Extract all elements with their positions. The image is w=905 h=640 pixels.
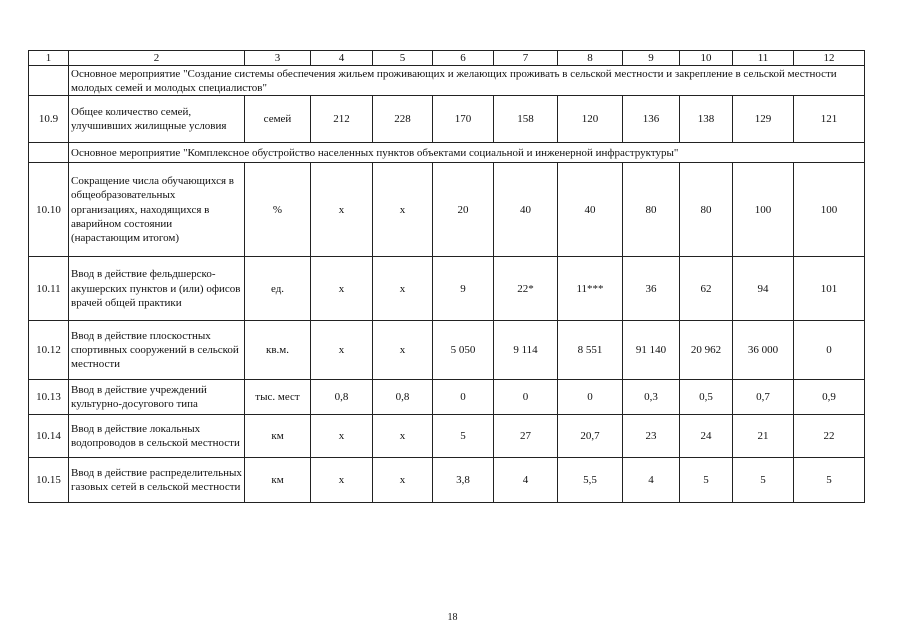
value-cell: 5: [680, 458, 733, 503]
value-cell: 0,7: [733, 380, 794, 415]
value-cell: 36 000: [733, 321, 794, 380]
value-cell: 0,8: [311, 380, 373, 415]
value-cell: 3,8: [433, 458, 494, 503]
value-cell: 121: [794, 96, 865, 143]
value-cell: 27: [494, 415, 558, 458]
value-cell: 4: [623, 458, 680, 503]
indicator-table-sheet: [28, 50, 865, 503]
value-cell: 22: [794, 415, 865, 458]
value-cell: х: [373, 415, 433, 458]
table-row: [29, 415, 865, 458]
column-number-row: [29, 51, 865, 66]
value-cell: 62: [680, 257, 733, 321]
value-cell: 100: [794, 163, 865, 257]
indicator-name: Сокращение числа обучающихся в общеобразовательных организациях, находящихся в аварийном состоянии (нарастающим итогом): [69, 163, 245, 257]
value-cell: 24: [680, 415, 733, 458]
col-num: 10: [680, 51, 733, 66]
value-cell: 120: [558, 96, 623, 143]
value-cell: 0,9: [794, 380, 865, 415]
value-cell: 21: [733, 415, 794, 458]
unit-cell: км: [245, 458, 311, 503]
section-row: [29, 143, 865, 163]
value-cell: 22*: [494, 257, 558, 321]
value-cell: х: [373, 321, 433, 380]
value-cell: 100: [733, 163, 794, 257]
value-cell: 0: [558, 380, 623, 415]
row-number: 10.14: [29, 415, 69, 458]
col-num: 5: [373, 51, 433, 66]
row-number: 10.13: [29, 380, 69, 415]
value-cell: 138: [680, 96, 733, 143]
value-cell: 101: [794, 257, 865, 321]
row-number: 10.15: [29, 458, 69, 503]
value-cell: 9 114: [494, 321, 558, 380]
value-cell: 80: [680, 163, 733, 257]
col-num: 9: [623, 51, 680, 66]
value-cell: 4: [494, 458, 558, 503]
value-cell: 5: [794, 458, 865, 503]
unit-cell: км: [245, 415, 311, 458]
value-cell: 36: [623, 257, 680, 321]
section-row: [29, 66, 865, 96]
col-num: 2: [69, 51, 245, 66]
value-cell: 0,3: [623, 380, 680, 415]
value-cell: 0: [794, 321, 865, 380]
value-cell: 136: [623, 96, 680, 143]
table-row: [29, 96, 865, 143]
table-row: [29, 321, 865, 380]
indicators-table: [28, 50, 865, 503]
value-cell: 0,5: [680, 380, 733, 415]
value-cell: 158: [494, 96, 558, 143]
indicator-name: Ввод в действие учреждений культурно-досугового типа: [69, 380, 245, 415]
value-cell: 20 962: [680, 321, 733, 380]
value-cell: 8 551: [558, 321, 623, 380]
section-title: Основное мероприятие "Создание системы обеспечения жильем проживающих и желающих проживать в сельской местности и закрепление в сельской местности молодых семей и молодых специалистов": [69, 66, 865, 96]
indicator-name: Ввод в действие локальных водопроводов в сельской местности: [69, 415, 245, 458]
page-number: 18: [447, 612, 458, 623]
col-num: 11: [733, 51, 794, 66]
value-cell: 5: [433, 415, 494, 458]
row-number: 10.12: [29, 321, 69, 380]
value-cell: х: [373, 163, 433, 257]
row-number: 10.11: [29, 257, 69, 321]
row-number: 10.9: [29, 96, 69, 143]
value-cell: 40: [494, 163, 558, 257]
col-num: 6: [433, 51, 494, 66]
unit-cell: кв.м.: [245, 321, 311, 380]
value-cell: х: [311, 458, 373, 503]
col-num: 4: [311, 51, 373, 66]
value-cell: 0: [433, 380, 494, 415]
col-num: 8: [558, 51, 623, 66]
unit-cell: ед.: [245, 257, 311, 321]
value-cell: 0,8: [373, 380, 433, 415]
value-cell: 0: [494, 380, 558, 415]
value-cell: 20,7: [558, 415, 623, 458]
value-cell: 5: [733, 458, 794, 503]
value-cell: 129: [733, 96, 794, 143]
value-cell: 212: [311, 96, 373, 143]
table-row: [29, 257, 865, 321]
unit-cell: %: [245, 163, 311, 257]
value-cell: 94: [733, 257, 794, 321]
value-cell: х: [373, 458, 433, 503]
value-cell: 228: [373, 96, 433, 143]
value-cell: х: [373, 257, 433, 321]
value-cell: х: [311, 321, 373, 380]
indicator-name: Ввод в действие плоскостных спортивных сооружений в сельской местности: [69, 321, 245, 380]
value-cell: 23: [623, 415, 680, 458]
value-cell: 11***: [558, 257, 623, 321]
table-row: [29, 163, 865, 257]
value-cell: х: [311, 415, 373, 458]
value-cell: 91 140: [623, 321, 680, 380]
value-cell: х: [311, 257, 373, 321]
col-num: 12: [794, 51, 865, 66]
value-cell: 5 050: [433, 321, 494, 380]
indicator-name: Общее количество семей, улучшивших жилищные условия: [69, 96, 245, 143]
col-num: 1: [29, 51, 69, 66]
value-cell: 5,5: [558, 458, 623, 503]
value-cell: 80: [623, 163, 680, 257]
indicator-name: Ввод в действие распределительных газовых сетей в сельской местности: [69, 458, 245, 503]
value-cell: х: [311, 163, 373, 257]
indicator-name: Ввод в действие фельдшерско-акушерских пунктов и (или) офисов врачей общей практики: [69, 257, 245, 321]
row-number: 10.10: [29, 163, 69, 257]
value-cell: 170: [433, 96, 494, 143]
col-num: 3: [245, 51, 311, 66]
value-cell: 9: [433, 257, 494, 321]
table-row: [29, 380, 865, 415]
table-row: [29, 458, 865, 503]
value-cell: 40: [558, 163, 623, 257]
value-cell: 20: [433, 163, 494, 257]
section-title: Основное мероприятие "Комплексное обустройство населенных пунктов объектами социальной и инженерной инфраструктуры": [69, 143, 865, 163]
col-num: 7: [494, 51, 558, 66]
unit-cell: семей: [245, 96, 311, 143]
unit-cell: тыс. мест: [245, 380, 311, 415]
